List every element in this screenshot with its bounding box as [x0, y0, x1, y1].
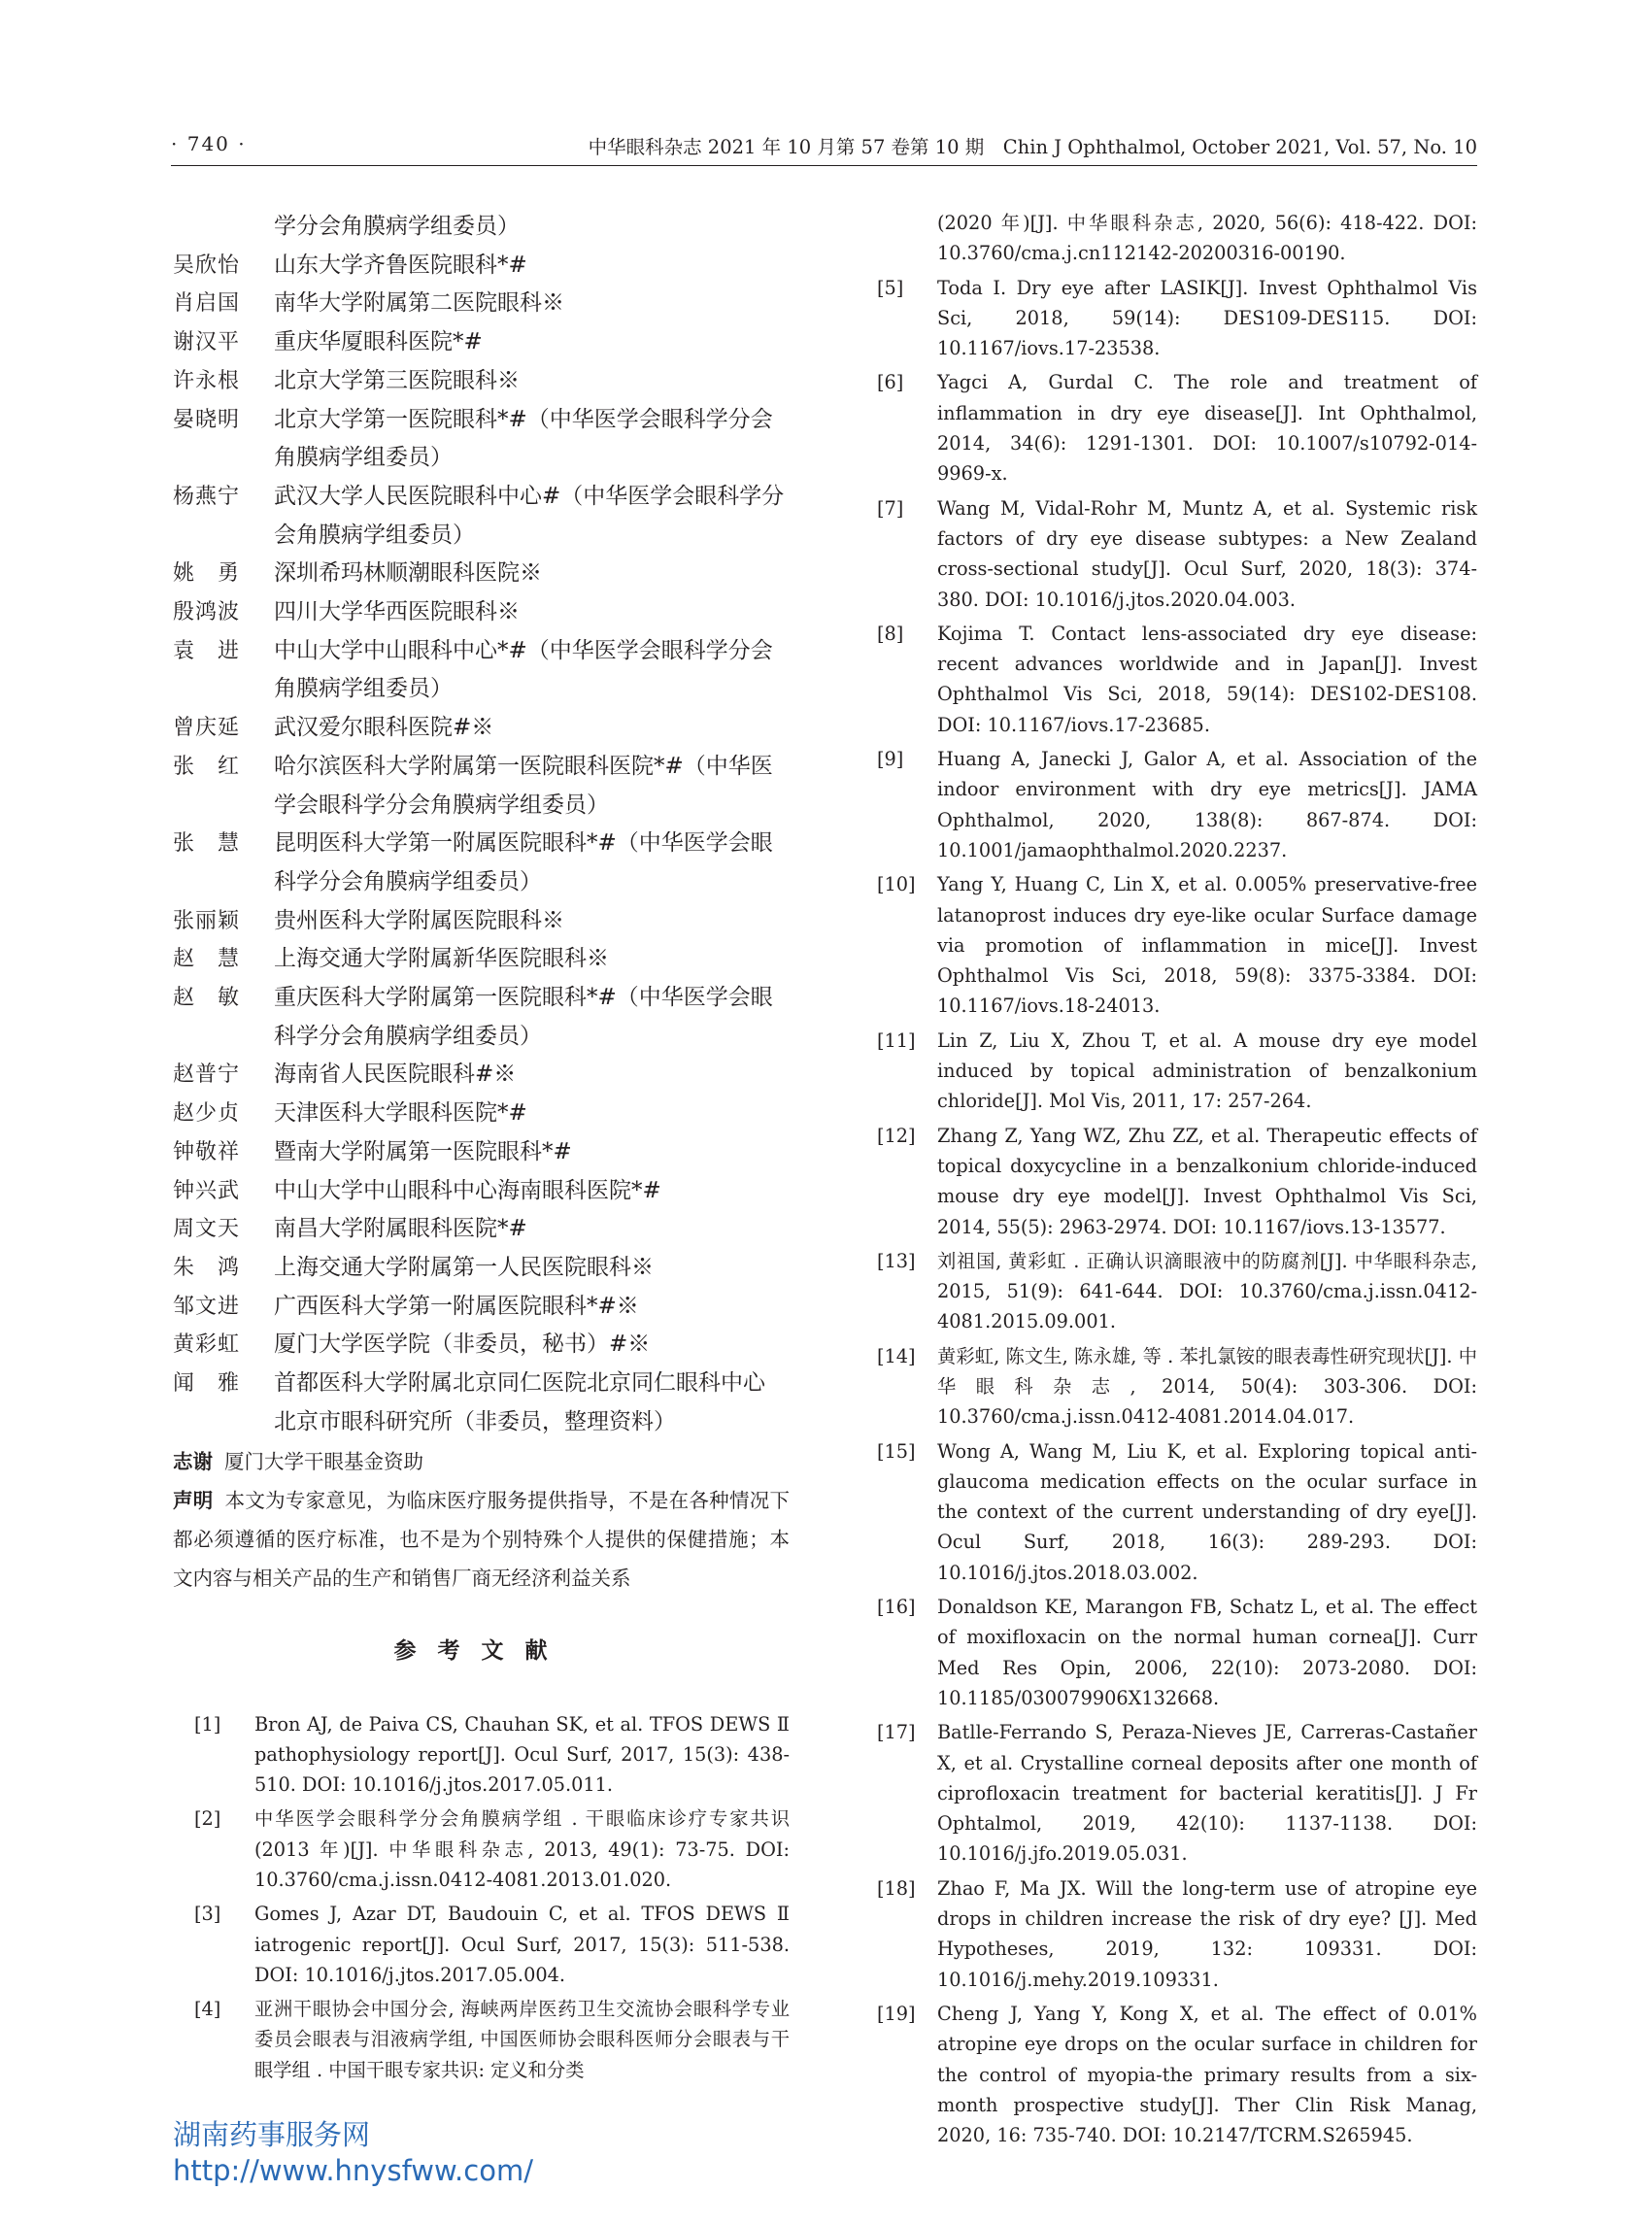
reference-text: Zhang Z, Yang WZ, Zhu ZZ, et al. Therapeutic effects of topical doxycycline in a benzalkonium chloride-induced mouse dry eye model[J]. Invest Ophthalmol Vis Sci, 2014, 55(5): 2963-2974. DOI: 10.1167/iovs.13-13577.	[937, 1124, 1477, 1238]
reference-item	[173, 1899, 790, 1990]
member-name: 朱 鸿	[173, 1255, 241, 1280]
reference-item	[869, 1999, 1477, 2150]
member-row	[173, 1326, 790, 1365]
member-name: 闻 雅	[173, 1371, 241, 1397]
member-row	[173, 709, 790, 748]
member-affiliation: 山东大学齐鲁医院眼科*#	[274, 252, 527, 278]
reference-number: [14]	[877, 1344, 916, 1367]
member-row	[173, 748, 790, 825]
member-continuation	[173, 208, 790, 247]
member-name: 钟敬祥	[173, 1139, 241, 1164]
member-name: 赵少贞	[173, 1101, 241, 1127]
reference-number: [15]	[877, 1439, 916, 1463]
reference-text: Toda I. Dry eye after LASIK[J]. Invest Ophthalmol Vis Sci, 2018, 59(14): DES109-DES115. DOI: 10.1167/iovs.17-23538.	[937, 276, 1477, 360]
member-name: 许永根	[173, 368, 241, 393]
reference-item	[869, 1592, 1477, 1713]
reference-number: [16]	[877, 1596, 916, 1619]
reference-text: Huang A, Janecki J, Galor A, et al. Association of the indoor environment with dry eye metrics[J]. JAMA Ophthalmol, 2020, 138(8): 867-874. DOI: 10.1001/jamaophthalmol.2020.2237.	[937, 748, 1477, 861]
member-affiliation: 海南省人民医院眼科#※	[274, 1062, 517, 1088]
running-header	[171, 132, 1477, 166]
member-affiliation: 重庆医科大学附属第一医院眼科*#（中华医学会眼科学分会角膜病学组委员）	[274, 985, 773, 1049]
member-affiliation: 昆明医科大学第一附属医院眼科*#（中华医学会眼科学分会角膜病学组委员）	[274, 830, 773, 894]
reference-item	[869, 1246, 1477, 1337]
member-row	[173, 632, 790, 709]
reference-number: [18]	[877, 1876, 916, 1900]
reference-item	[869, 1026, 1477, 1117]
member-row	[173, 1288, 790, 1327]
reference-text: Zhao F, Ma JX. Will the long-term use of atropine eye drops in children increase the risk of dry eye? [J]. Med Hypotheses, 2019, 132: 109331. DOI: 10.1016/j.mehy.2019.109331.	[937, 1876, 1477, 1991]
member-name: 袁 进	[173, 638, 241, 663]
left-column	[173, 208, 790, 2089]
reference-item	[173, 1709, 790, 1801]
member-affiliation: 北京大学第三医院眼科※	[274, 367, 520, 393]
member-affiliation: 厦门大学医学院（非委员，秘书）#※	[274, 1332, 651, 1358]
reference-list-right	[869, 273, 1477, 2151]
reference-number: [9]	[877, 748, 904, 771]
member-affiliation: 贵州医科大学附属医院眼科※	[274, 907, 564, 933]
member-name: 肖启国	[173, 291, 241, 317]
reference-item	[869, 1436, 1477, 1588]
member-row	[173, 285, 790, 323]
reference-item	[869, 1873, 1477, 1995]
journal-citation: 中华眼科杂志 2021 年 10 月第 57 卷第 10 期 Chin J Ophthalmol, October 2021, Vol. 57, No. 10	[588, 136, 1477, 158]
member-name: 赵普宁	[173, 1062, 241, 1088]
reference-number: [7]	[877, 496, 904, 520]
reference-number: [11]	[877, 1028, 916, 1052]
watermark-site-name: 湖南药事服务网	[173, 2118, 371, 2151]
member-affiliation: 武汉爱尔眼科医院#※	[274, 715, 494, 741]
reference-number: [1]	[194, 1712, 221, 1736]
member-name: 邹文进	[173, 1294, 241, 1319]
member-affiliation: 中山大学中山眼科中心*#（中华医学会眼科学分会角膜病学组委员）	[274, 637, 773, 702]
reference-number: [2]	[194, 1807, 221, 1831]
member-name: 赵 慧	[173, 947, 241, 972]
reference-number: [4]	[194, 1998, 221, 2021]
member-row	[173, 362, 790, 401]
reference-continuation: (2020 年)[J]. 中华眼科杂志, 2020, 56(6): 418-422. DOI: 10.3760/cma.j.cn112142-20200316-00190.	[937, 212, 1477, 265]
reference-item	[173, 1994, 790, 2085]
references-heading: 参考文献	[393, 1637, 569, 1664]
acknowledgement-text: 厦门大学干眼基金资助	[224, 1449, 423, 1473]
member-affiliation: 哈尔滨医科大学附属第一医院眼科医院*#（中华医学会眼科学分会角膜病学组委员）	[274, 753, 773, 818]
statement	[173, 1481, 790, 1598]
acknowledgement-label: 志谢	[173, 1449, 213, 1473]
reference-text: 刘祖国, 黄彩虹 . 正确认识滴眼液中的防腐剂[J]. 中华眼科杂志, 2015, 51(9): 641-644. DOI: 10.3760/cma.j.issn.0412-4081.2015.09.001.	[937, 1249, 1477, 1333]
member-row	[173, 593, 790, 632]
member-row	[173, 979, 790, 1056]
reference-number: [6]	[877, 371, 904, 394]
member-affiliation: 中山大学中山眼科中心海南眼科医院*#	[274, 1177, 661, 1203]
member-name: 张 慧	[173, 831, 241, 857]
reference-number: [8]	[877, 622, 904, 645]
member-row	[173, 1365, 790, 1441]
reference-number: [5]	[877, 276, 904, 299]
reference-list-left	[173, 1709, 790, 2086]
reference-text: Yang Y, Huang C, Lin X, et al. 0.005% preservative-free latanoprost induces dry eye-like ocular Surface damage via promotion of inflammation in mice[J]. Invest Ophthalmol Vis Sci, 2018, 59(8): 3375-3384. DOI: 10.1167/iovs.18-24013.	[937, 873, 1477, 1018]
member-row	[173, 1133, 790, 1172]
statement-text: 本文为专家意见，为临床医疗服务提供指导，不是在各种情况下都必须遵循的医疗标准，也不是为个别特殊个人提供的保健措施；本文内容与相关产品的生产和销售厂商无经济利益关系	[173, 1488, 791, 1590]
statement-label: 声明	[173, 1488, 214, 1512]
reference-item	[869, 1341, 1477, 1433]
member-row	[173, 1249, 790, 1288]
member-name: 黄彩虹	[173, 1332, 241, 1358]
member-row	[173, 940, 790, 979]
member-name: 张 红	[173, 754, 241, 779]
reference-text: Bron AJ, de Paiva CS, Chauhan SK, et al. TFOS DEWS Ⅱ pathophysiology report[J]. Ocul Surf, 2017, 15(3): 438-510. DOI: 10.1016/j.jtos.2017.05.011.	[254, 1712, 790, 1797]
member-name: 姚 勇	[173, 561, 241, 587]
reference-item	[869, 367, 1477, 489]
member-affiliation: 武汉大学人民医院眼科中心#（中华医学会眼科学分会角膜病学组委员）	[274, 483, 785, 548]
reference-number: [3]	[194, 1903, 221, 1926]
member-affiliation: 北京大学第一医院眼科*#（中华医学会眼科学分会角膜病学组委员）	[274, 406, 773, 471]
member-name: 曾庆延	[173, 716, 241, 741]
member-row	[173, 555, 790, 593]
member-affiliation: 重庆华厦眼科医院*#	[274, 329, 483, 355]
reference-text: Wong A, Wang M, Liu K, et al. Exploring topical anti-glaucoma medication effects on the ocular surface in the context of the current understanding of dry eye[J]. Ocul Surf, 2018, 16(3): 289-293. DOI: 10.1016/j.jtos.2018.03.002.	[937, 1439, 1477, 1584]
member-row	[173, 478, 790, 555]
reference-text: Cheng J, Yang Y, Kong X, et al. The effect of 0.01% atropine eye drops on the ocular surface in children for the control of myopia-the primary results from a six-month prospective study[J]. Ther Clin Risk Manag, 2020, 16: 735-740. DOI: 10.2147/TCRM.S265945.	[937, 2002, 1477, 2147]
member-name: 谢汉平	[173, 330, 241, 355]
member-row	[173, 1172, 790, 1211]
member-row	[173, 825, 790, 901]
reference-number: [10]	[877, 873, 916, 896]
member-name: 赵 敏	[173, 986, 241, 1011]
member-affiliation: 南昌大学附属眼科医院*#	[274, 1216, 527, 1242]
reference-text: Donaldson KE, Marangon FB, Schatz L, et al. The effect of moxifloxacin on the normal human cornea[J]. Curr Med Res Opin, 2006, 22(10): 2073-2080. DOI: 10.1185/030079906X132668.	[937, 1596, 1477, 1709]
reference-text: Wang M, Vidal-Rohr M, Muntz A, et al. Systemic risk factors of dry eye disease subtypes: a New Zealand cross-sectional study[J]. Ocul Surf, 2020, 18(3): 374-380. DOI: 10.1016/j.jtos.2020.04.003.	[937, 496, 1477, 611]
member-name: 吴欣怡	[173, 253, 241, 278]
member-name: 晏晓明	[173, 407, 241, 432]
reference-item	[173, 1804, 790, 1895]
reference-text: Yagci A, Gurdal C. The role and treatment of inflammation in dry eye disease[J]. Int Ophthalmol, 2014, 34(6): 1291-1301. DOI: 10.1007/s10792-014-9969-x.	[937, 371, 1477, 486]
member-affiliation: 深圳希玛林顺潮眼科医院※	[274, 560, 542, 587]
member-name: 钟兴武	[173, 1178, 241, 1203]
reference-item	[869, 493, 1477, 615]
member-name: 周文天	[173, 1217, 241, 1242]
reference-item	[869, 1717, 1477, 1869]
reference-text: Gomes J, Azar DT, Baudouin C, et al. TFOS DEWS Ⅱ iatrogenic report[J]. Ocul Surf, 2017, 15(3): 511-538. DOI: 10.1016/j.jtos.2017.05.004.	[254, 1903, 790, 1986]
member-row	[173, 247, 790, 286]
reference-text: Batlle-Ferrando S, Peraza-Nieves JE, Carreras-Castañer X, et al. Crystalline corneal deposits after one month of ciprofloxacin treatment for bacterial keratitis[J]. J Fr Ophtalmol, 2019, 42(10): 1137-1138. DOI: 10.1016/j.jfo.2019.05.031.	[937, 1721, 1477, 1866]
page-number: · 740 ·	[171, 132, 247, 155]
reference-item	[869, 1121, 1477, 1242]
member-affiliation: 暨南大学附属第一医院眼科*#	[274, 1138, 572, 1164]
watermark	[173, 2117, 533, 2189]
member-affiliation: 上海交通大学附属第一人民医院眼科※	[274, 1254, 654, 1280]
member-affiliation: 四川大学华西医院眼科※	[274, 599, 520, 625]
acknowledgement	[173, 1442, 790, 1481]
reference-item	[869, 869, 1477, 1021]
reference-number: [19]	[877, 2002, 916, 2025]
reference-number: [12]	[877, 1124, 916, 1147]
member-row	[173, 1210, 790, 1249]
member-name: 张丽颖	[173, 908, 241, 933]
member-row	[173, 902, 790, 941]
member-affiliation: 首都医科大学附属北京同仁医院北京同仁眼科中心 北京市眼科研究所（非委员，整理资料）	[274, 1370, 765, 1434]
reference-text: Kojima T. Contact lens-associated dry eye disease: recent advances worldwide and in Japan[J]. Invest Ophthalmol Vis Sci, 2018, 59(14): DES102-DES108. DOI: 10.1167/iovs.17-23685.	[937, 622, 1477, 736]
member-affiliation: 学分会角膜病学组委员）	[274, 214, 520, 239]
member-row	[173, 401, 790, 478]
member-list	[173, 247, 790, 1442]
member-name: 殷鸿波	[173, 600, 241, 625]
member-affiliation: 南华大学附属第二医院眼科※	[274, 290, 564, 317]
reference-text: Lin Z, Liu X, Zhou T, et al. A mouse dry eye model induced by topical administration of benzalkonium chloride[J]. Mol Vis, 2011, 17: 257-264.	[937, 1028, 1477, 1113]
right-column	[869, 208, 1477, 2154]
member-row	[173, 1056, 790, 1095]
reference-text: 亚洲干眼协会中国分会, 海峡两岸医药卫生交流协会眼科学专业委员会眼表与泪液病学组, 中国医师协会眼科医师分会眼表与干眼学组 . 中国干眼专家共识: 定义和分类	[254, 1998, 790, 2081]
reference-number: [17]	[877, 1721, 916, 1744]
reference-text: 中华医学会眼科学分会角膜病学组 . 干眼临床诊疗专家共识(2013 年)[J]. 中华眼科杂志, 2013, 49(1): 73-75. DOI: 10.3760/cma.j.issn.0412-4081.2013.01.020.	[254, 1807, 790, 1891]
member-affiliation: 天津医科大学眼科医院*#	[274, 1100, 527, 1127]
reference-number: [13]	[877, 1249, 916, 1272]
member-row	[173, 323, 790, 362]
reference-item	[869, 273, 1477, 364]
watermark-url[interactable]: http://www.hnysfww.com/	[173, 2154, 533, 2187]
reference-item	[869, 619, 1477, 740]
member-affiliation: 上海交通大学附属新华医院眼科※	[274, 946, 609, 972]
reference-item	[869, 744, 1477, 865]
reference-text: 黄彩虹, 陈文生, 陈永雄, 等 . 苯扎氯铵的眼表毒性研究现状[J]. 中华眼科杂志, 2014, 50(4): 303-306. DOI: 10.3760/cma.j.issn.0412-4081.2014.04.017.	[937, 1344, 1477, 1429]
member-name: 杨燕宁	[173, 484, 241, 509]
member-row	[173, 1095, 790, 1133]
member-affiliation: 广西医科大学第一附属医院眼科*#※	[274, 1293, 639, 1319]
